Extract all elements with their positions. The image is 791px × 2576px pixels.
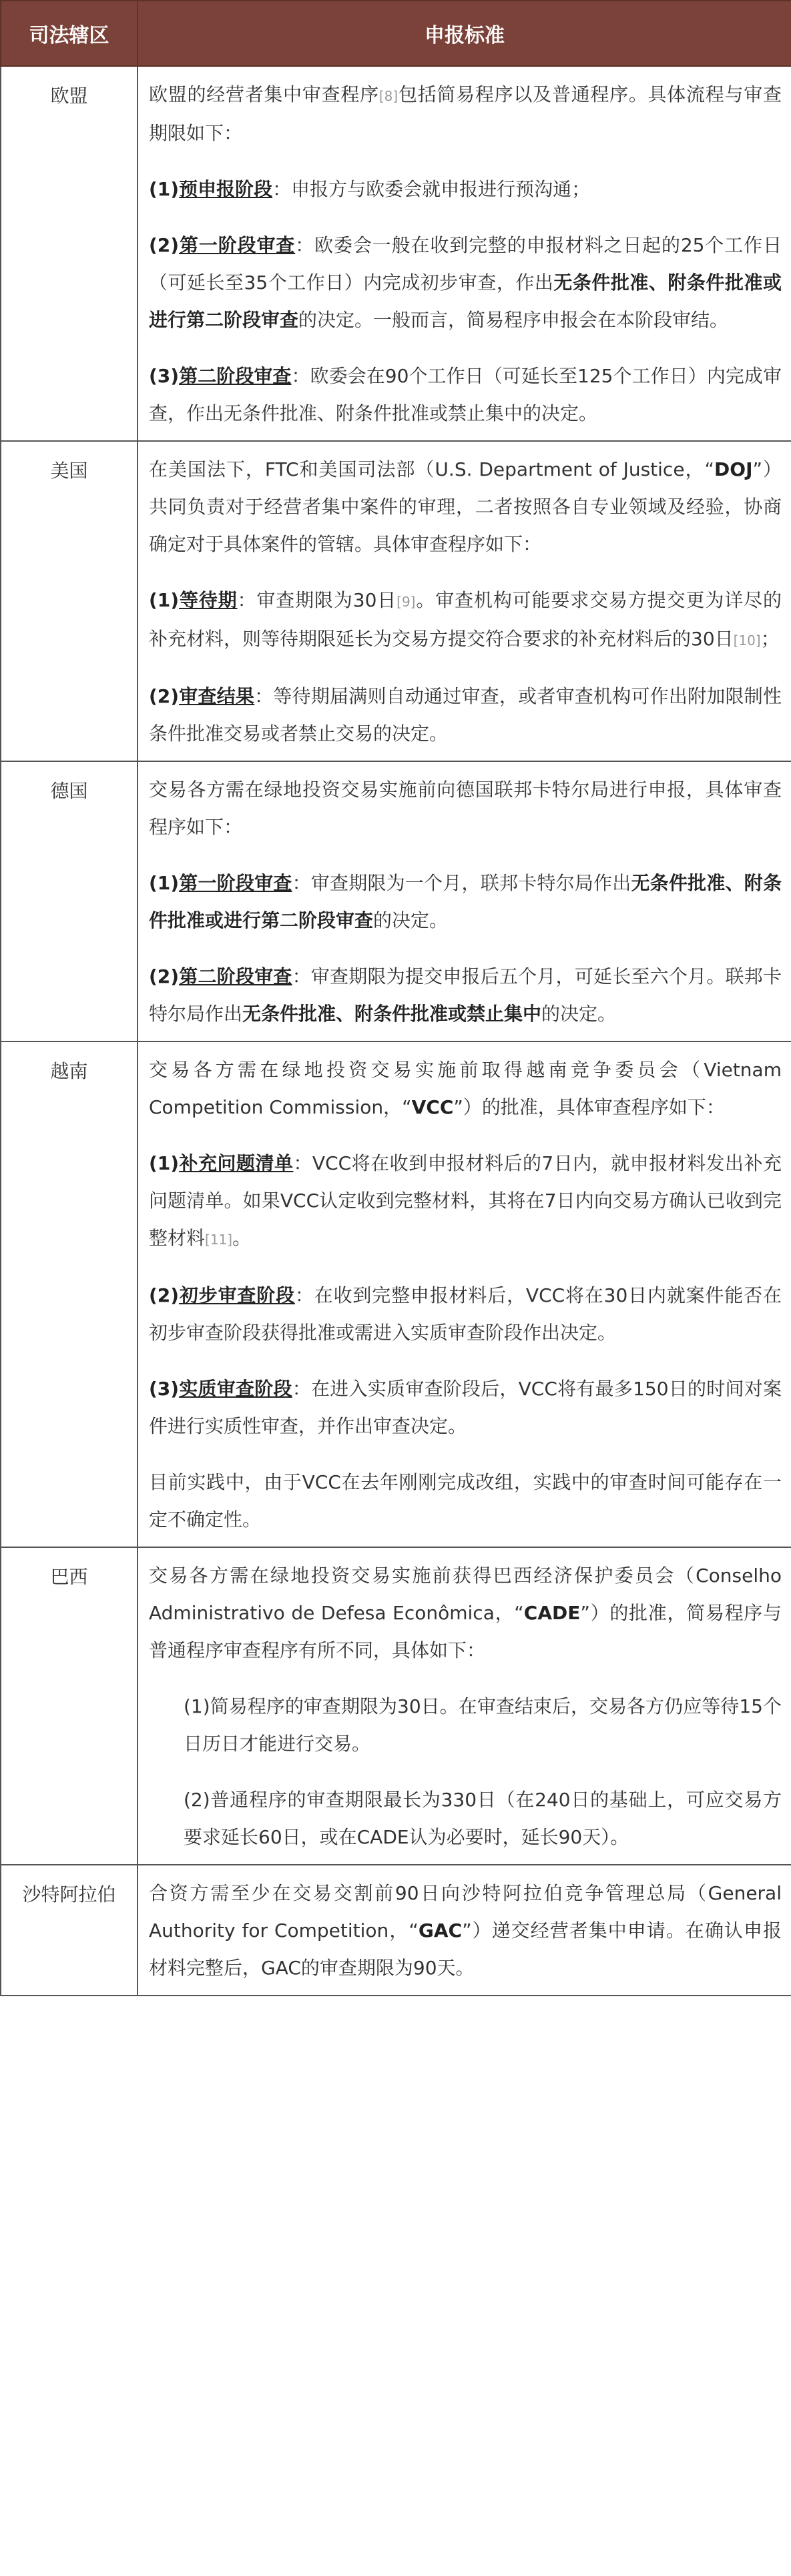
bold-text: DOJ [714, 458, 753, 480]
text: 在美国法下，FTC和美国司法部（U.S. Department of Justice，“ [149, 458, 715, 480]
step-title: 实质审查阶段 [179, 1378, 292, 1400]
content-cell [138, 761, 791, 1041]
bold-text: CADE [523, 1602, 581, 1624]
step-number: (2) [149, 965, 180, 987]
paragraph: (2)普通程序的审查期限最长为330日（在240日的基础上，可应交易方要求延长60日，或在CADE认为必要时，延长90天）。 [184, 1789, 782, 1848]
text: 的决定。 [541, 1003, 617, 1025]
paragraph: (1)简易程序的审查期限为30日。在审查结束后，交易各方仍应等待15个日历日才能进行交易。 [184, 1695, 782, 1755]
table-row-vietnam [1, 1041, 791, 1547]
step-number: (3) [149, 1378, 180, 1400]
paragraph [149, 958, 782, 1033]
paragraph [149, 358, 782, 432]
content-cell [138, 1865, 791, 1996]
paragraph [149, 865, 782, 939]
text: 。 [232, 1227, 252, 1249]
content-cell [138, 66, 791, 441]
region-cell: 沙特阿拉伯 [1, 1865, 138, 1996]
text: ：在收到完整申报材料后，VCC将在30日内就案件能否在初步审查阶段获得批准或需进入实质审查阶段作出决定。 [149, 1284, 782, 1344]
region-cell: 德国 [1, 761, 138, 1041]
step-number: (1) [149, 589, 180, 611]
text: ：申报方与欧委会就申报进行预沟通； [272, 178, 591, 200]
table-row-us [1, 441, 791, 761]
bold-text: 无条件批准、附条件批准或进行第二阶段审查 [149, 272, 782, 331]
text: ”）递交经营者集中申请。在确认申报材料完整后，GAC的审查期限为90天。 [149, 1919, 782, 1979]
paragraph [149, 227, 782, 339]
text: ”）共同负责对于经营者集中案件的审理，二者按照各自专业领域及经验，协商确定对于具体案件的管辖。具体审查程序如下： [149, 458, 782, 555]
text: ：在进入实质审查阶段后，VCC将有最多150日的时间对案件进行实质性审查，并作出审查决定。 [149, 1378, 782, 1437]
step-title: 补充问题清单 [179, 1152, 294, 1174]
text: ：审查期限为30日 [237, 589, 397, 611]
paragraph [149, 1145, 782, 1258]
bold-text: GAC [418, 1919, 463, 1942]
text: 交易各方需在绿地投资交易实施前获得巴西经济保护委员会（Conselho Administrativo de Defesa Econômica，“ [149, 1565, 782, 1624]
table-row-saudi-arabia [1, 1865, 791, 1996]
paragraph [149, 76, 782, 152]
paragraph [149, 171, 782, 208]
step-number: (1) [149, 178, 180, 200]
step-number: (3) [149, 365, 180, 387]
header-filing-standard: 申报标准 [138, 1, 791, 66]
paragraph [149, 451, 782, 563]
table-header-row [1, 1, 791, 66]
table-row-germany [1, 761, 791, 1041]
step-number: (1) [149, 1152, 180, 1174]
content-cell [138, 1041, 791, 1547]
header-jurisdiction: 司法辖区 [1, 1, 138, 66]
step-number: (2) [149, 234, 180, 256]
paragraph [149, 678, 782, 753]
paragraph [149, 1277, 782, 1352]
text: 欧盟的经营者集中审查程序 [149, 83, 379, 105]
text: ”）的批准，简易程序与普通程序审查程序有所不同，具体如下： [149, 1602, 782, 1661]
content-cell [138, 1547, 791, 1865]
step-title: 审查结果 [179, 685, 255, 707]
region-cell: 越南 [1, 1041, 138, 1547]
paragraph [149, 582, 782, 659]
text: 的决定。 [373, 909, 449, 931]
step-title: 初步审查阶段 [179, 1284, 295, 1306]
step-number: (1) [149, 872, 180, 894]
paragraph [149, 1370, 782, 1445]
text: ； [760, 628, 780, 650]
footnote-ref[interactable]: [9] [397, 594, 416, 610]
step-title: 预申报阶段 [179, 178, 273, 200]
step-title: 第一阶段审查 [179, 234, 296, 256]
step-number: (2) [149, 1284, 180, 1306]
step-title: 第一阶段审查 [179, 872, 292, 894]
region-cell: 美国 [1, 441, 138, 761]
step-title: 第二阶段审查 [179, 965, 292, 987]
text: 包括简易程序以及普通程序。具体流程与审查期限如下： [149, 83, 782, 144]
table-row-eu [1, 66, 791, 441]
text: ：欧委会在90个工作日（可延长至125个工作日）内完成审查，作出无条件批准、附条件批准或禁止集中的决定。 [149, 365, 782, 424]
footnote-ref[interactable]: [11] [205, 1232, 233, 1248]
region-cell: 巴西 [1, 1547, 138, 1865]
bold-text: VCC [411, 1096, 454, 1118]
text: ：审查期限为一个月，联邦卡特尔局作出 [292, 872, 631, 894]
content-cell [138, 441, 791, 761]
text: ：等待期届满则自动通过审查，或者审查机构可作出附加限制性条件批准交易或者禁止交易的决定。 [149, 685, 782, 745]
text: 的决定。一般而言，简易程序申报会在本阶段审结。 [298, 309, 729, 331]
paragraph [149, 1051, 782, 1126]
bold-text: 无条件批准、附条件批准或禁止集中 [242, 1003, 542, 1025]
step-number: (2) [149, 685, 180, 707]
bold-text: 无条件批准、附条件批准或进行第二阶段审查 [149, 872, 782, 931]
step-title: 等待期 [179, 589, 238, 611]
text: ：欧委会一般在收到完整的申报材料之日起的25个工作日（可延长至35个工作日）内完成初步审查，作出 [149, 234, 782, 294]
paragraph: 目前实践中，由于VCC在去年刚刚完成改组，实践中的审查时间可能存在一定不确定性。 [149, 1471, 782, 1531]
text: ：VCC将在收到申报材料后的7日内，就申报材料发出补充问题清单。如果VCC认定收到完整材料，其将在7日内向交易方确认已收到完整材料 [149, 1152, 782, 1249]
footnote-ref[interactable]: [8] [378, 88, 399, 104]
text: 。审查机构可能要求交易方提交更为详尽的补充材料，则等待期限延长为交易方提交符合要求的补充材料后的30日 [149, 589, 782, 650]
paragraph [149, 1875, 782, 1987]
region-cell: 欧盟 [1, 66, 138, 441]
table-row-brazil [1, 1547, 791, 1865]
footnote-ref[interactable]: [10] [733, 632, 761, 649]
text: ”）的批准，具体审查程序如下： [453, 1096, 725, 1118]
text: 交易各方需在绿地投资交易实施前取得越南竞争委员会（Vietnam Competition Commission，“ [149, 1059, 782, 1118]
step-title: 第二阶段审查 [179, 365, 292, 387]
paragraph [149, 1557, 782, 1669]
text: 合资方需至少在交易交割前90日向沙特阿拉伯竞争管理总局（General Authority for Competition，“ [149, 1882, 782, 1942]
paragraph: 交易各方需在绿地投资交易实施前向德国联邦卡特尔局进行申报，具体审查程序如下： [149, 779, 782, 838]
text: ：审查期限为提交申报后五个月，可延长至六个月。联邦卡特尔局作出 [149, 965, 782, 1025]
